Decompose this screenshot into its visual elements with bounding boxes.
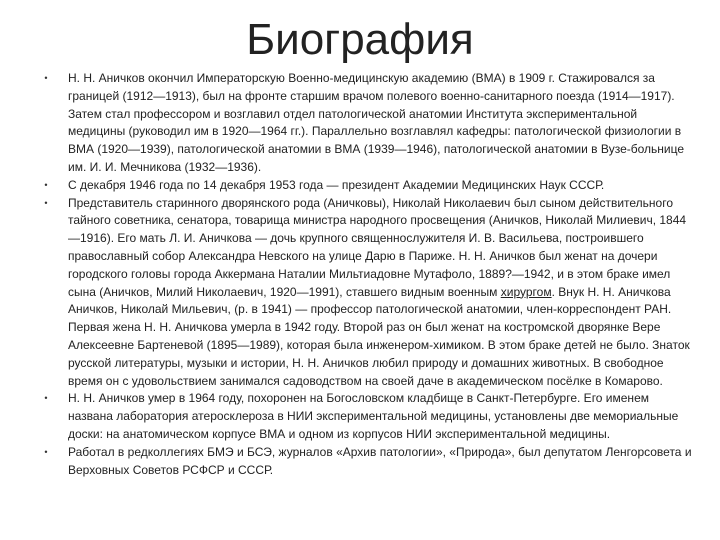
- slide-title: Биография: [246, 15, 474, 64]
- bullet-item-death: [40, 390, 692, 443]
- bullet-text: С декабря 1946 года по 14 декабря 1953 года — президент Академии Медицинских Наук СССР.: [68, 177, 605, 192]
- bullet-text: Н. Н. Аничков умер в 1964 году, похоронен на Богословском кладбище в Санкт-Петербурге. Его именем названа лаборатория атеросклероза в НИИ экспериментальной медицины, установлены две мемориальные доски: на анатомическом корпусе ВМА и одном из корпусов НИИ экспериментальной медицины.: [68, 391, 679, 441]
- bullet-item-editorial: [40, 444, 692, 480]
- bullet-item-presidency: [40, 177, 692, 195]
- bullet-dot-icon: •: [44, 197, 48, 208]
- bullet-dot-icon: •: [44, 446, 48, 457]
- bullet-text: Работал в редколлегиях БМЭ и БСЭ, журналов «Архив патологии», «Природа», был депутатом Ленгорсовета и Верховных Советов РСФСР и СССР.: [68, 444, 692, 477]
- bullet-dot-icon: •: [44, 393, 48, 404]
- bullet-dot-icon: •: [44, 179, 48, 190]
- bullet-item-family: [40, 195, 692, 391]
- bullet-item-education: [40, 70, 692, 177]
- bullet-text-after: . Внук Н. Н. Аничкова Аничков, Николай Мильевич, (р. в 1941) — профессор патологической анатомии, член-корреспондент РАН. Первая жена Н. Н. Аничкова умерла в 1942 году. Второй раз он был женат на костромской дворянке Вере Алексеевне Бартеневой (1895—1989), которая была инженером-химиком. В этом браке детей не было. Знаток русской литературы, музыки и истории, Н. Н. Аничков любил природу и домашних животных. В свободное время он с удовольствием занимался садоводством на своей даче в академическом посёлке в Комарово.: [68, 284, 690, 388]
- bullet-text-before: Представитель старинного дворянского рода (Аничковы), Николай Николаевич был сыном действительного тайного советника, сенатора, товарища министра народного просвещения (Аничков, Николай Милиевич, 1844—1916). Его мать Л. И. Аничкова — дочь крупного священнослужителя И. В. Васильева, построившего православный собор Александра Невского на улице Дарю в Париже. Н. Н. Аничков был женат на дочери городского головы города Аккермана Наталии Мильтиадовне Мутафоло, 1889?—1942, и в этом браке имел сына (Аничков, Милий Николаевич, 1920—1991), ставшего видным военным: [68, 195, 687, 299]
- bullet-list: [40, 70, 692, 479]
- bullet-dot-icon: •: [44, 73, 48, 83]
- bullet-text: Н. Н. Аничков окончил Императорскую Военно-медицинскую академию (ВМА) в 1909 г. Стажировался за границей (1912—1913), был на фронте старшим врачом полевого военно-санитарного поезда (1914—1917). Затем стал профессором и возглавил отдел патологической анатомии Института экспериментальной медицины (руководил им в 1920—1964 гг.). Параллельно возглавлял кафедры: патологической физиологии в ВМА (1920—1939), патологической анатомии в ВМА (1939—1946), патологической анатомии в Вузе-больнице им. И. И. Мечникова (1932—1936).: [68, 71, 685, 174]
- surgeon-link[interactable]: хирургом: [500, 284, 552, 299]
